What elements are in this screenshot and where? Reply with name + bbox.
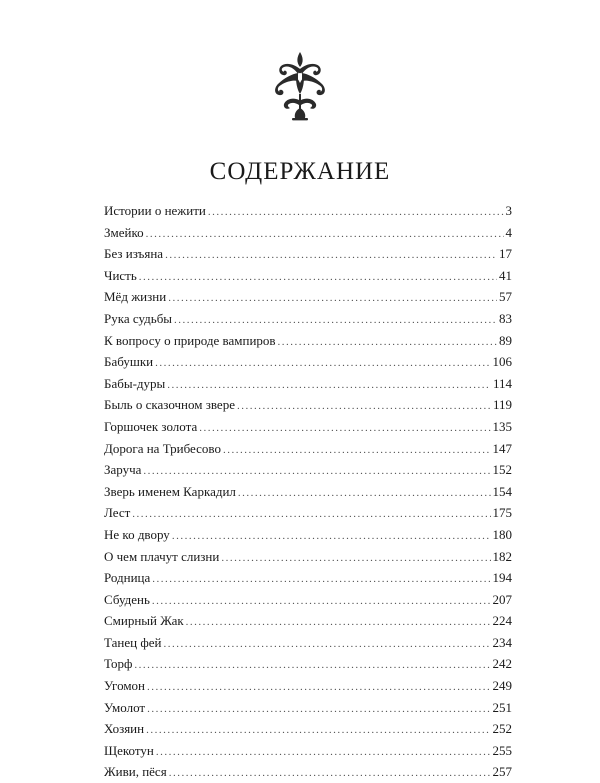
toc-entry-title: Не ко двору [104,526,170,542]
toc-entry-title: Родница [104,570,151,586]
toc-entry-title: Заруча [104,462,142,478]
toc-entry-title: Бабы-дуры [104,375,166,391]
toc-entry [104,330,512,352]
toc-entry-title: Хозяин [104,721,145,737]
toc-entry [104,740,512,762]
toc-entry-page-number: 89 [499,332,512,348]
toc-entry [104,459,512,481]
dot-leader [156,742,491,762]
toc-entry-title: Смирный Жак [104,613,184,629]
toc-entry [104,718,512,740]
toc-entry [104,286,512,308]
toc-entry-page-number: 180 [492,526,512,542]
toc-entry [104,567,512,589]
toc-entry-title: Умолот [104,699,146,715]
toc-entry-page-number: 182 [492,548,512,564]
toc-entry-title: Истории о нежити [104,203,206,218]
toc-entry [104,416,512,438]
toc-entry-title: К вопросу о природе вампиров [104,332,276,348]
dot-leader [208,202,504,222]
toc-entry-page-number: 3 [505,203,512,218]
toc-entry-page-number: 106 [492,354,512,370]
toc-entry [104,502,512,524]
toc-entry-title: Лест [104,505,131,521]
dot-leader [146,224,504,244]
toc-entry [104,351,512,373]
toc-entry [104,632,512,654]
dot-leader [238,483,491,503]
dot-leader [174,310,497,330]
toc-entry-title: Угомон [104,678,146,694]
dot-leader [152,591,491,611]
toc-entry-title: Мёд жизни [104,289,167,305]
dot-leader [223,440,491,460]
dot-leader [132,504,490,524]
dot-leader [165,245,497,265]
toc-entry [104,610,512,632]
dot-leader [146,720,490,740]
dot-leader [172,526,491,546]
dot-leader [237,396,491,416]
toc-entry-page-number: 119 [492,397,512,413]
table-of-contents [104,200,512,783]
toc-entry-title: Без изъяна [104,246,164,262]
toc-entry-page-number: 57 [499,289,512,305]
dot-leader [186,612,491,632]
toc-entry-page-number: 135 [492,418,512,434]
toc-entry-page-number: 234 [492,634,512,650]
dot-leader [147,699,490,719]
page-title: СОДЕРЖАНИЕ [209,158,391,185]
dot-leader [147,677,490,697]
toc-entry [104,761,512,783]
toc-entry [104,546,512,568]
toc-entry-title: О чем плачут слизни [104,548,220,564]
toc-entry-page-number: 154 [492,483,512,499]
dot-leader [152,569,490,589]
toc-entry-page-number: 255 [492,742,512,758]
toc-entry-page-number: 224 [492,613,512,629]
dot-leader [167,375,491,395]
dot-leader [278,332,497,352]
toc-entry-title: Торф [104,656,133,672]
toc-entry-page-number: 17 [499,246,512,262]
toc-entry [104,697,512,719]
toc-entry [104,438,512,460]
toc-entry-title: Дорога на Трибесово [104,440,221,456]
toc-entry-page-number: 207 [492,591,512,607]
dot-leader [168,288,497,308]
floral-ornament-icon [270,50,330,122]
dot-leader [199,418,490,438]
toc-entry [104,308,512,330]
toc-entry-page-number: 152 [492,462,512,478]
toc-entry [104,653,512,675]
toc-entry-title: Рука судьбы [104,310,173,326]
dot-leader [221,548,490,568]
toc-entry [104,524,512,546]
dot-leader [169,763,491,783]
toc-entry-title: Быль о сказочном звере [104,397,235,413]
toc-entry-title: Сбудень [104,591,150,607]
dot-leader [139,267,497,287]
toc-entry-page-number: 242 [492,656,512,672]
toc-entry [104,200,512,222]
toc-entry [104,265,512,287]
toc-entry-title: Живи, пёся [104,764,167,780]
toc-entry-title: Щекотун [104,742,154,758]
toc-entry [104,589,512,611]
toc-entry-title: Горшочек золота [104,418,198,434]
toc-entry [104,394,512,416]
toc-entry [104,373,512,395]
toc-entry-title: Чисть [104,267,137,283]
toc-entry-page-number: 251 [492,699,512,715]
dot-leader [163,634,490,654]
toc-entry-title: Зверь именем Каркадил [104,483,236,499]
toc-entry-title: Танец фей [104,634,162,650]
toc-entry-page-number: 83 [499,310,512,326]
toc-entry-page-number: 252 [492,721,512,737]
toc-entry-page-number: 257 [492,764,512,780]
toc-entry-page-number: 41 [499,267,512,283]
dot-leader [155,353,490,373]
dot-leader [134,655,490,675]
toc-entry-page-number: 114 [492,375,512,391]
toc-entry-page-number: 194 [492,570,512,586]
toc-entry [104,243,512,265]
toc-entry-title: Бабушки [104,354,154,370]
toc-entry-page-number: 175 [492,505,512,521]
toc-entry [104,675,512,697]
toc-entry [104,481,512,503]
toc-entry-title: Змейко [104,224,144,240]
toc-entry [104,222,512,244]
toc-entry-page-number: 4 [505,224,512,240]
dot-leader [143,461,490,481]
toc-entry-page-number: 147 [492,440,512,456]
toc-entry-page-number: 249 [492,678,512,694]
